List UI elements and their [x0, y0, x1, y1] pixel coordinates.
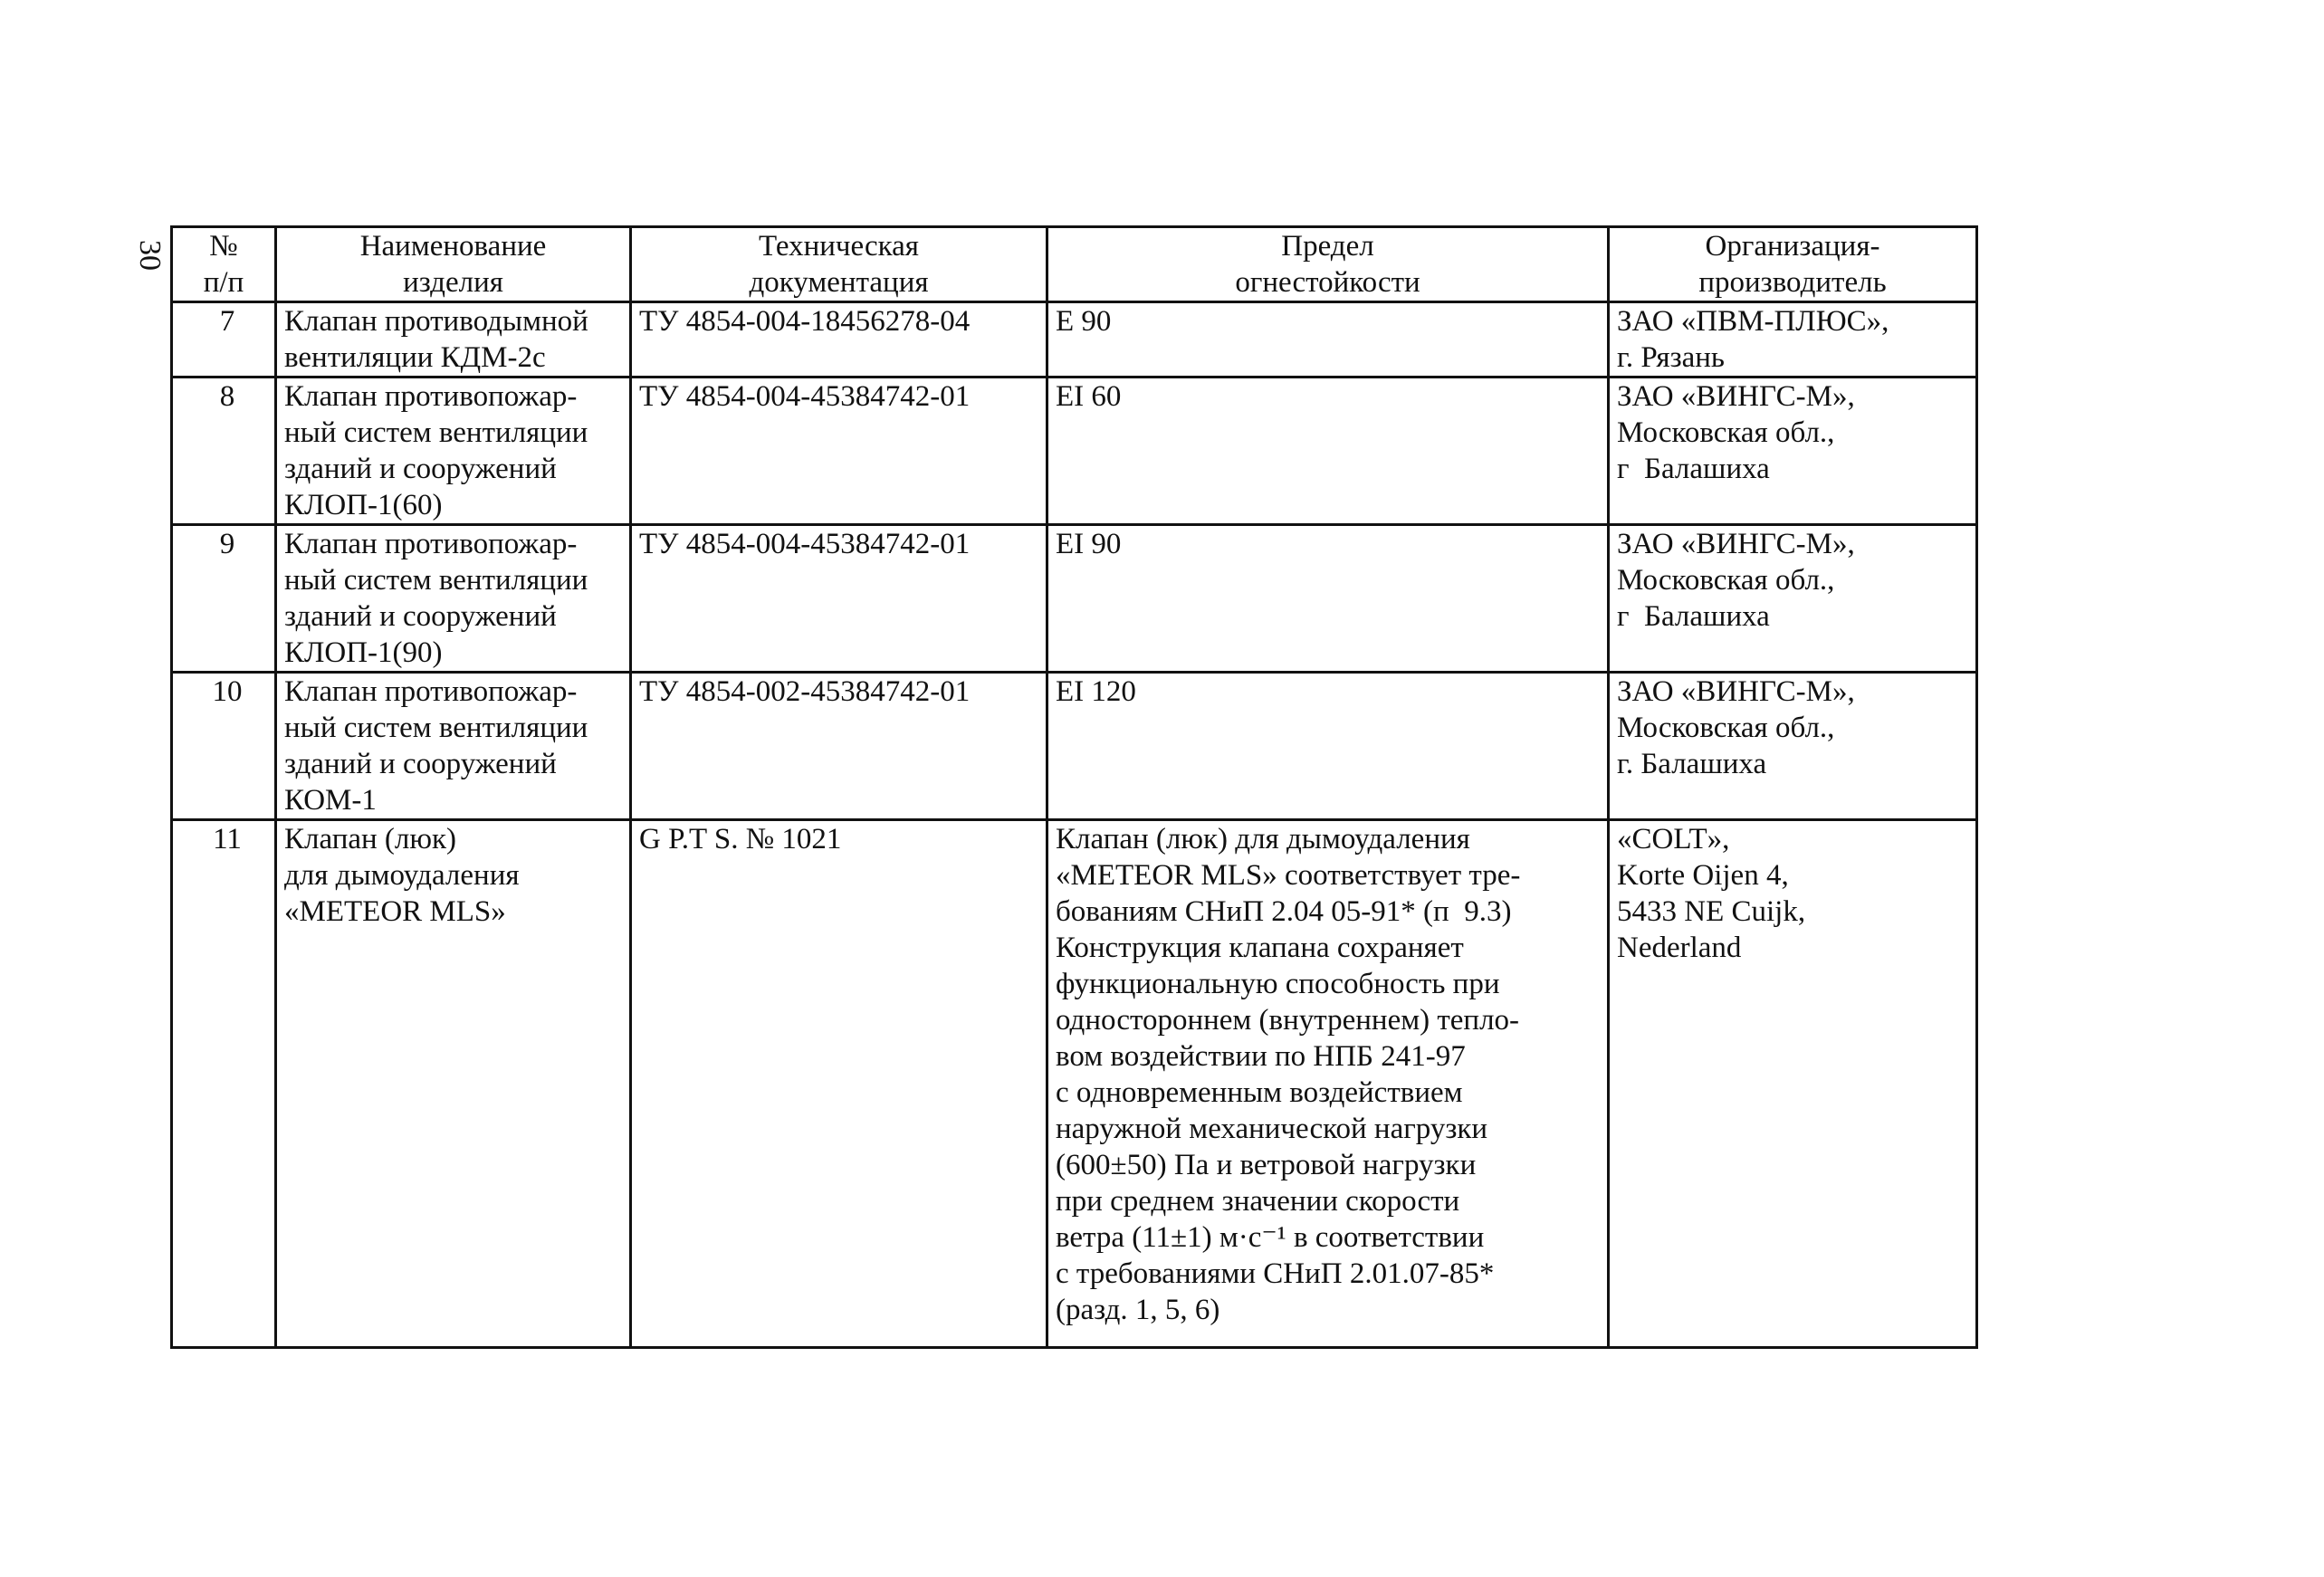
manufacturer	[1609, 525, 1977, 673]
fire-limit-line: (600±50) Па и ветровой нагрузки	[1056, 1149, 1477, 1181]
fire-limit-line: EI 60	[1056, 380, 1122, 413]
product-name-line: вентиляции КДМ-2с	[284, 341, 546, 374]
row-number: 11	[172, 820, 276, 1348]
manufacturer-line: Московская обл.,	[1617, 416, 1835, 449]
manufacturer-line: Московская обл.,	[1617, 712, 1835, 744]
fire-limit	[1047, 378, 1609, 525]
product-name-line: зданий и сооружений	[284, 600, 557, 633]
header-num-line: №	[209, 230, 238, 263]
header-name-line: Наименование	[359, 230, 547, 263]
header-org-line: производитель	[1698, 266, 1887, 299]
products-table	[170, 225, 1978, 1349]
table-row	[172, 820, 1977, 1348]
tech-doc: G P.T S. № 1021	[631, 820, 1047, 1348]
manufacturer-line: г. Рязань	[1617, 341, 1725, 374]
header-limit-line: Предел	[1281, 230, 1374, 263]
manufacturer-line: «COLT»,	[1617, 823, 1730, 855]
product-name	[276, 525, 631, 673]
table-header-row	[172, 227, 1977, 302]
tech-doc: ТУ 4854-004-45384742-01	[631, 378, 1047, 525]
product-name	[276, 378, 631, 525]
header-num	[172, 227, 276, 302]
table-row	[172, 378, 1977, 525]
fire-limit-line: функциональную способность при	[1056, 968, 1500, 1000]
fire-limit-line: при среднем значении скорости	[1056, 1185, 1460, 1218]
product-name-line: ный систем вентиляции	[284, 712, 588, 744]
header-name	[276, 227, 631, 302]
header-num-line: п/п	[203, 266, 244, 299]
product-name-line: КЛОП-1(90)	[284, 636, 443, 669]
header-name-line: изделия	[403, 266, 503, 299]
product-name	[276, 820, 631, 1348]
header-org-line: Организация-	[1705, 230, 1880, 263]
product-name-line: Клапан противопожар-	[284, 528, 578, 560]
tech-doc: ТУ 4854-004-45384742-01	[631, 525, 1047, 673]
header-org	[1609, 227, 1977, 302]
fire-limit	[1047, 820, 1609, 1348]
fire-limit-line: бованиям СНиП 2.04 05-91* (п 9.3)	[1056, 895, 1512, 928]
fire-limit-line: EI 90	[1056, 528, 1122, 560]
header-doc-line: документация	[749, 266, 929, 299]
manufacturer-line: Korte Oijen 4,	[1617, 859, 1789, 892]
product-name-line: Клапан (люк)	[284, 823, 457, 855]
fire-limit-line: с требованиями СНиП 2.01.07-85*	[1056, 1257, 1495, 1290]
fire-limit-line: одностороннем (внутреннем) тепло-	[1056, 1004, 1520, 1037]
product-name-line: зданий и сооружений	[284, 453, 557, 485]
page-number: 30	[133, 240, 167, 271]
fire-limit-line: Клапан (люк) для дымоудаления	[1056, 823, 1470, 855]
header-doc	[631, 227, 1047, 302]
manufacturer-line: Московская обл.,	[1617, 564, 1835, 597]
fire-limit-line: (разд. 1, 5, 6)	[1056, 1294, 1220, 1326]
tech-doc: ТУ 4854-004-18456278-04	[631, 302, 1047, 378]
row-number: 10	[172, 673, 276, 820]
fire-limit	[1047, 302, 1609, 378]
fire-limit-line: с одновременным воздействием	[1056, 1076, 1463, 1109]
product-name	[276, 302, 631, 378]
row-number: 9	[172, 525, 276, 673]
manufacturer-line: ЗАО «ВИНГС-М»,	[1617, 675, 1855, 708]
product-name-line: Клапан противопожар-	[284, 675, 578, 708]
manufacturer-line: ЗАО «ВИНГС-М»,	[1617, 528, 1855, 560]
manufacturer-line: г. Балашиха	[1617, 748, 1767, 780]
product-name-line: для дымоудаления	[284, 859, 520, 892]
manufacturer	[1609, 302, 1977, 378]
fire-limit	[1047, 525, 1609, 673]
fire-limit-line: вом воздействии по НПБ 241-97	[1056, 1040, 1466, 1073]
table-row	[172, 525, 1977, 673]
product-name-line: КОМ-1	[284, 784, 377, 817]
product-name-line: ный систем вентиляции	[284, 564, 588, 597]
row-number: 7	[172, 302, 276, 378]
manufacturer-line: ЗАО «ПВМ-ПЛЮС»,	[1617, 305, 1889, 338]
product-name	[276, 673, 631, 820]
table-row	[172, 673, 1977, 820]
product-name-line: зданий и сооружений	[284, 748, 557, 780]
fire-limit	[1047, 673, 1609, 820]
header-limit	[1047, 227, 1609, 302]
header-limit-line: огнестойкости	[1235, 266, 1420, 299]
fire-limit-line: Е 90	[1056, 305, 1112, 338]
manufacturer-line: 5433 NE Cuijk,	[1617, 895, 1806, 928]
product-name-line: Клапан противопожар-	[284, 380, 578, 413]
manufacturer	[1609, 378, 1977, 525]
manufacturer-line: ЗАО «ВИНГС-М»,	[1617, 380, 1855, 413]
manufacturer-line: г Балашиха	[1617, 600, 1770, 633]
product-name-line: ный систем вентиляции	[284, 416, 588, 449]
manufacturer	[1609, 820, 1977, 1348]
product-name-line: «METEOR MLS»	[284, 895, 506, 928]
row-number: 8	[172, 378, 276, 525]
fire-limit-line: ветра (11±1) м·с⁻¹ в соответствии	[1056, 1221, 1485, 1254]
manufacturer-line: г Балашиха	[1617, 453, 1770, 485]
manufacturer-line: Nederland	[1617, 932, 1742, 964]
header-doc-line: Техническая	[758, 230, 919, 263]
tech-doc: ТУ 4854-002-45384742-01	[631, 673, 1047, 820]
product-name-line: КЛОП-1(60)	[284, 489, 443, 521]
fire-limit-line: Конструкция клапана сохраняет	[1056, 932, 1464, 964]
fire-limit-line: наружной механической нагрузки	[1056, 1113, 1488, 1145]
product-name-line: Клапан противодымной	[284, 305, 588, 338]
table-row	[172, 302, 1977, 378]
manufacturer	[1609, 673, 1977, 820]
fire-limit-line: EI 120	[1056, 675, 1136, 708]
fire-limit-line: «METEOR MLS» соответствует тре-	[1056, 859, 1521, 892]
